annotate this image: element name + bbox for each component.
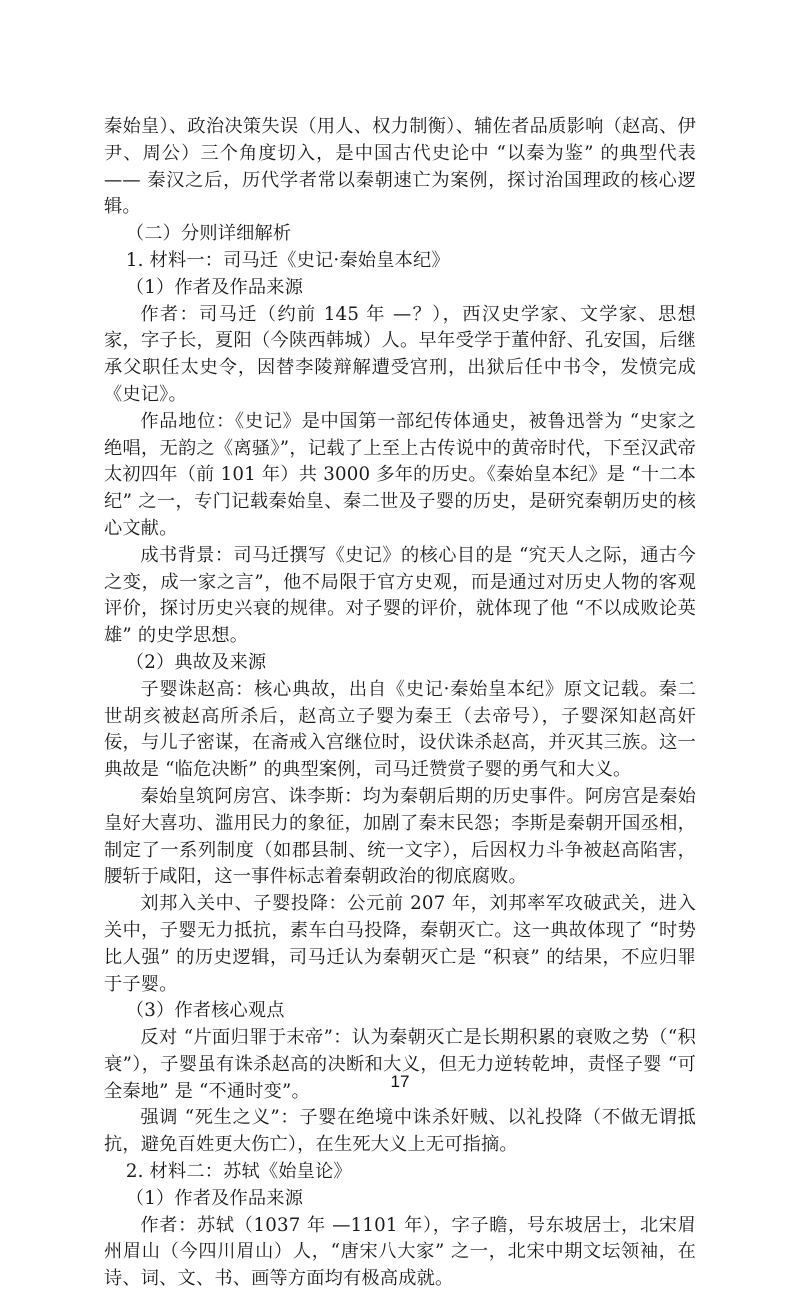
- subheading-author-source: （1）作者及作品来源: [125, 276, 304, 298]
- paragraph-work-status: 作品地位：《史记》是中国第一部纪传体通史，被鲁迅誉为 “史家之绝唱，无韵之《离骚》”，记载了上至上古传说中的黄帝时代，下至汉武帝太初四年（前 101 年）共 3000 多年的历史。《秦始皇本纪》是 “十二本纪” 之一，专门记载秦始皇、秦二世及子婴的历史，是研究秦朝历史的核心文献。: [104, 410, 696, 539]
- paragraph-oppose-blame: 反对 “片面归罪于末帝”：认为秦朝灭亡是长期积累的衰败之势（“积衰”），子婴虽有诛杀赵高的决断和大义，但无力逆转乾坤，责怪子婴 “可全秦地” 是 “不通时变”。: [104, 1027, 697, 1102]
- section-heading-detailed-analysis: （二）分则详细解析: [125, 223, 292, 245]
- subheading-author-source-2: （1）作者及作品来源: [125, 1187, 304, 1209]
- document-body: [104, 114, 696, 1293]
- paragraph-intro-continuation: 秦始皇）、政治决策失误（用人、权力制衡）、辅佐者品质影响（赵高、伊尹、周公）三个角度切入，是中国古代史论中 “以秦为鉴” 的典型代表 —— 秦汉之后，历代学者常以秦朝速亡为案例，探讨治国理政的核心逻辑。: [104, 116, 696, 218]
- material-one-heading: 1. 材料一：司马迁《史记·秦始皇本纪》: [125, 249, 450, 271]
- page-number: 17: [390, 1072, 410, 1091]
- paragraph-writing-background: 成书背景：司马迁撰写《史记》的核心目的是 “究天人之际，通古今之变，成一家之言”，他不局限于官方史观，而是通过对历史人物的客观评价，探讨历史兴衰的规律。对子婴的评价，就体现了他 “不以成败论英雄” 的史学思想。: [104, 544, 696, 647]
- paragraph-ziying-kills-zhaogao: 子婴诛赵高：核心典故，出自《史记·秦始皇本纪》原文记载。秦二世胡亥被赵高所杀后，赵高立子婴为秦王（去帝号），子婴深知赵高奸佞，与儿子密谋，在斋戒入宫继位时，设伏诛杀赵高，并灭其三族。这一典故是 “临危决断” 的典型案例，司马迁赞赏子婴的勇气和大义。: [104, 678, 696, 781]
- paragraph-author-sima-qian: 作者：司马迁（约前 145 年 —？），西汉史学家、文学家、思想家，字子长，夏阳（今陕西韩城）人。早年受学于董仲舒、孔安国，后继承父职任太史令，因替李陵辩解遭受宫刑，出狱后任中书令，发愤完成《史记》。: [104, 303, 696, 405]
- material-two-heading: 2. 材料二：苏轼《始皇论》: [125, 1161, 352, 1183]
- paragraph-life-death-righteousness: 强调 “死生之义”：子婴在绝境中诛杀奸贼、以礼投降（不做无谓抵抗，避免百姓更大伤亡），在生死大义上无可指摘。: [104, 1107, 696, 1156]
- paragraph-author-su-shi: 作者：苏轼（1037 年 —1101 年），字子瞻，号东坡居士，北宋眉州眉山（今四川眉山）人，“唐宋八大家” 之一，北宋中期文坛领袖，在诗、词、文、书、画等方面均有极高成就。: [104, 1214, 696, 1290]
- subheading-core-views: （3）作者核心观点: [125, 1000, 285, 1022]
- subheading-allusions: （2）典故及来源: [125, 651, 267, 673]
- paragraph-liubang-enters-guanzhong: 刘邦入关中、子婴投降：公元前 207 年，刘邦率军攻破武关，进入关中，子婴无力抵抗，素车白马投降，秦朝灭亡。这一典故体现了 “时势比人强” 的历史逻辑，司马迁认为秦朝灭亡是 “积衰” 的结果，不应归罪于子婴。: [104, 893, 696, 995]
- paragraph-epang-palace-lisi: 秦始皇筑阿房宫、诛李斯：均为秦朝后期的历史事件。阿房宫是秦始皇好大喜功、滥用民力的象征，加剧了秦末民怨；李斯是秦朝开国丞相，制定了一系列制度（如郡县制、统一文字），后因权力斗争被赵高陷害，腰斩于咸阳，这一事件标志着秦朝政治的彻底腐败。: [104, 785, 696, 888]
